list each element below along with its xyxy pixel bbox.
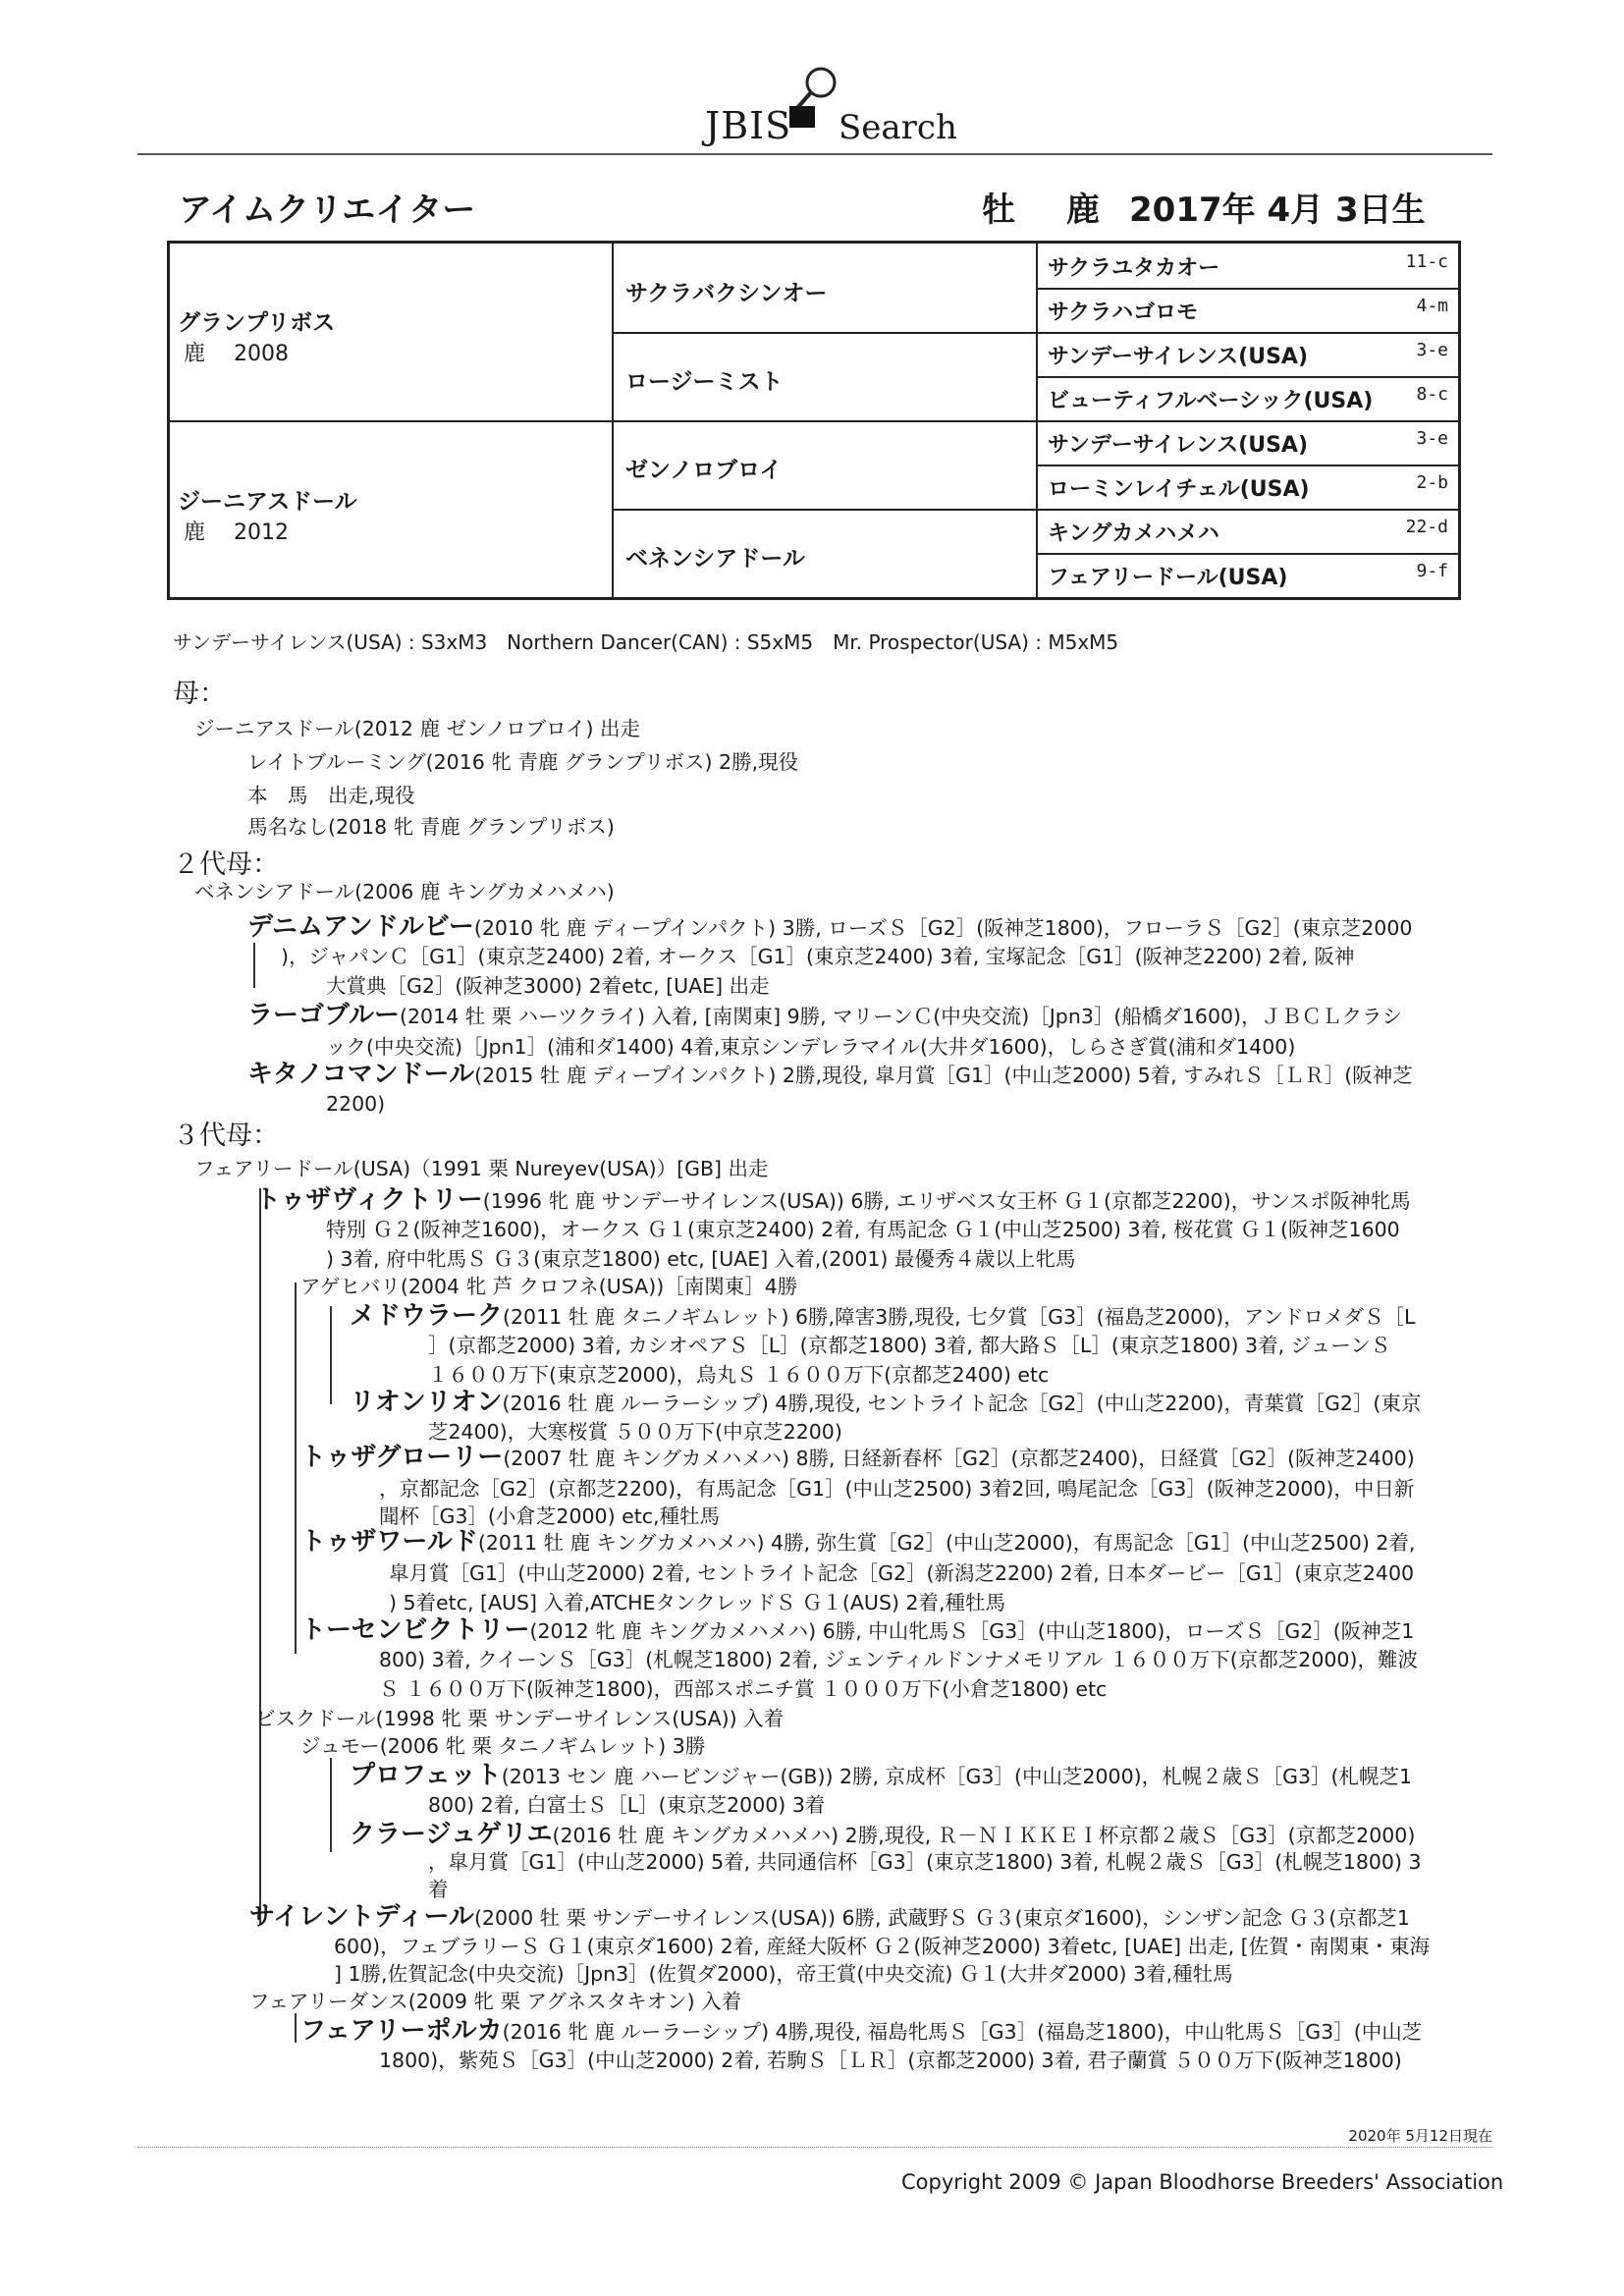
section-g3dam: ３代母： bbox=[173, 1121, 279, 1151]
record-text: 聞杯［G3］(小倉芝2000) etc,種牡馬 bbox=[379, 1504, 721, 1528]
record-line bbox=[334, 1933, 1430, 1961]
record-line bbox=[249, 1988, 741, 2016]
record-text: ック(中央交流)［Jpn1］(浦和ダ1400) 4着,東京シンデレラマイル(大井ダ1600)，しらさぎ賞(浦和ダ1400) bbox=[326, 1035, 1296, 1059]
pedigree-g3-6: ローミンレイチェル(USA) 2-b bbox=[1048, 472, 1448, 502]
record-line bbox=[326, 1245, 1075, 1274]
record-line bbox=[255, 1705, 784, 1733]
record-line bbox=[379, 2047, 1402, 2075]
horse-name-bold: トゥザヴィクトリー bbox=[255, 1185, 483, 1215]
family-bar bbox=[330, 1306, 332, 1404]
footer-rule bbox=[137, 2147, 1492, 2148]
pedigree-dam bbox=[178, 483, 357, 546]
record-line bbox=[334, 1960, 1233, 1989]
logo-jbis-text: JBIS bbox=[705, 104, 792, 147]
record-line bbox=[389, 1559, 1414, 1588]
record-line bbox=[247, 813, 615, 842]
pedigree-g2-4: ベネンシアドール bbox=[625, 546, 805, 572]
record-text: 大賞典［G2］(阪神芝3000) 2着etc, [UAE] 出走 bbox=[326, 974, 770, 998]
record-text: 芝2400)，大寒桜賞 ５００万下(中京芝2200) bbox=[428, 1420, 842, 1444]
record-text: (2016 牡 鹿 キングカメハメハ) 2勝,現役, Ｒ－ＮＩＫＫＥＩ杯京都２歳Ｓ［G3］(京都芝2000) bbox=[552, 1824, 1416, 1847]
record-line bbox=[281, 943, 1354, 971]
record-text: (2015 牡 鹿 ディープインパクト) 2勝,現役, 皐月賞［G1］(中山芝2000) 5着, すみれＳ［ＬＲ］(阪神芝 bbox=[474, 1064, 1413, 1087]
record-line bbox=[350, 1821, 1415, 1850]
record-text: (2011 牡 鹿 タニノギムレット) 6勝,障害3勝,現役, 七夕賞［G3］(福島芝2000)，アンドロメダＳ［L bbox=[503, 1305, 1416, 1329]
record-line bbox=[428, 1876, 449, 1904]
horse-name-bold: サイレントディール bbox=[249, 1902, 474, 1932]
horse-name-bold: フェアリーポルカ bbox=[300, 2016, 503, 2046]
record-line bbox=[428, 1361, 1049, 1390]
pedigree-g2-2: ロージーミスト bbox=[625, 369, 784, 395]
horse-name-bold: ラーゴブルー bbox=[247, 1001, 400, 1030]
horse-birth-date: 2017年 4月 3日生 bbox=[1129, 191, 1426, 230]
header-rule bbox=[137, 153, 1492, 155]
record-text: ］(京都芝2000) 3着, カシオペアＳ［L］(京都芝1800) 3着, 都大路Ｓ［L］(東京芝1800) 3着, ジューンＳ bbox=[428, 1334, 1391, 1357]
as-of-date: 2020年 5月12日現在 bbox=[1348, 2127, 1492, 2145]
horse-name-bold: メドウラーク bbox=[350, 1301, 504, 1331]
record-line bbox=[350, 1302, 1415, 1332]
record-line bbox=[255, 1186, 1411, 1216]
horse-name-bold: トゥザグローリー bbox=[300, 1443, 504, 1472]
record-text: 馬名なし(2018 牝 青鹿 グランプリボス) bbox=[247, 815, 615, 839]
pedigree-g3-1: サクラユタカオー 11-c bbox=[1048, 251, 1448, 281]
record-text: 1800)，紫苑Ｓ［G3］(中山芝2000) 2着, 若駒Ｓ［ＬＲ］(京都芝2000) 3着, 君子蘭賞 ５００万下(阪神芝1800) bbox=[379, 2049, 1402, 2072]
record-line bbox=[194, 1155, 769, 1183]
record-line bbox=[350, 1762, 1412, 1791]
section-g2dam: ２代母： bbox=[173, 849, 279, 880]
record-text: (2011 牡 鹿 キングカメハメハ) 4勝, 弥生賞［G2］(中山芝2000)，有馬記念［G1］(中山芝2500) 2着, bbox=[477, 1531, 1416, 1555]
record-line bbox=[379, 1675, 1107, 1704]
record-text: ジーニアスドール(2012 鹿 ゼンノロブロイ) 出走 bbox=[194, 717, 641, 740]
record-text: １６００万下(東京芝2000)，烏丸Ｓ １６００万下(京都芝2400) etc bbox=[428, 1363, 1050, 1387]
record-line bbox=[326, 1090, 385, 1119]
record-text: 800) 3着, クイーンＳ［G3］(札幌芝1800) 2着, ジェンティルドンナメモリアル １６００万下(京都芝2000)，難波 bbox=[379, 1648, 1418, 1671]
section-dam: 母： bbox=[173, 679, 226, 709]
horse-name-bold: トゥザワールド bbox=[300, 1527, 478, 1557]
record-line bbox=[300, 2017, 1422, 2047]
pedigree-g3-7: キングカメハメハ 22-d bbox=[1048, 517, 1448, 546]
sire-name: グランプリボス bbox=[178, 310, 336, 336]
record-text: ] 1勝,佐賀記念(中央交流)［Jpn3］(佐賀ダ2000)，帝王賞(中央交流) Ｇ１(大井ダ2000) 3着,種牡馬 bbox=[334, 1962, 1233, 1986]
pedigree-g3-5: サンデーサイレンス(USA) 3-e bbox=[1048, 428, 1448, 458]
record-line bbox=[326, 972, 770, 1001]
record-text: 本 馬 出走,現役 bbox=[247, 784, 415, 807]
record-text: 600)，フェブラリーＳ Ｇ１(東京ダ1600) 2着, 産経大阪杯 Ｇ２(阪神芝2000) 3着etc, [UAE] 出走, [佐賀・南関東・東海 bbox=[334, 1935, 1431, 1958]
record-line bbox=[247, 913, 1412, 943]
copyright: Copyright 2009 © Japan Bloodhorse Breeders' Association bbox=[901, 2170, 1504, 2194]
record-text: (2012 牝 鹿 キングカメハメハ) 6勝, 中山牝馬Ｓ［G3］(中山芝1800)，ローズＳ［G2］(阪神芝1 bbox=[529, 1619, 1415, 1643]
sire-info: 鹿 2008 bbox=[184, 342, 289, 366]
pedigree-g3-2: サクラハゴロモ 4-m bbox=[1048, 296, 1448, 325]
record-line bbox=[379, 1475, 1414, 1503]
inbreeding-line: サンデーサイレンス(USA) : S3xM3 Northern Dancer(CAN) : S5xM5 Mr. Prospector(USA) : M5xM5 bbox=[173, 630, 1119, 654]
record-line bbox=[300, 1444, 1415, 1473]
record-line bbox=[300, 1273, 797, 1301]
record-line bbox=[326, 1033, 1295, 1062]
record-line bbox=[379, 1646, 1418, 1674]
record-text: フェアリーダンス(2009 牝 栗 アグネスタキオン) 入着 bbox=[249, 1990, 742, 2013]
record-text: ) 5着etc, [AUS] 入着,ATCHEタンクレッドＳ Ｇ１(AUS) 2着,種牡馬 bbox=[389, 1591, 1006, 1614]
record-text: )，ジャパンＣ［G1］(東京芝2400) 2着, オークス［G1］(東京芝2400) 3着, 宝塚記念［G1］(阪神芝2200) 2着, 阪神 bbox=[281, 945, 1355, 968]
family-bar bbox=[295, 2013, 297, 2043]
pedigree-g3-4: ビューティフルベーシック(USA) 8-c bbox=[1048, 384, 1448, 413]
horse-name-bold: デニムアンドルビー bbox=[247, 912, 474, 942]
family-bar bbox=[295, 1283, 297, 1654]
record-text: (2013 セン 鹿 ハービンジャー(GB)) 2勝, 京成杯［G3］(中山芝2000)，札幌２歳Ｓ［G3］(札幌芝1 bbox=[501, 1765, 1413, 1788]
record-line bbox=[247, 782, 415, 810]
record-line bbox=[249, 1903, 1410, 1933]
record-text: 特別 Ｇ２(阪神芝1600)，オークス Ｇ１(東京芝2400) 2着, 有馬記念 Ｇ１(中山芝2500) 3着, 桜花賞 Ｇ１(阪神芝1600 bbox=[326, 1218, 1400, 1241]
dam-info: 鹿 2012 bbox=[184, 520, 289, 545]
record-text: ，京都記念［G2］(京都芝2200)，有馬記念［G1］(中山芝2500) 3着2回, 鳴尾記念［G3］(阪神芝2000)，中日新 bbox=[379, 1477, 1415, 1501]
record-line bbox=[300, 1616, 1414, 1646]
record-text: 皐月賞［G1］(中山芝2000) 2着, セントライト記念［G2］(新潟芝2200) 2着, 日本ダービー［G1］(東京芝2400 bbox=[389, 1561, 1415, 1585]
pedigree-g2-1: サクラバクシンオー bbox=[625, 281, 828, 306]
record-text: (2014 牡 栗 ハーツクライ) 入着, [南関東] 9勝, マリーンＣ(中央交流)［Jpn3］(船橋ダ1600)，ＪＢＣＬクラシ bbox=[399, 1005, 1403, 1028]
logo-search-text: Search bbox=[839, 108, 957, 147]
record-line bbox=[389, 1589, 1005, 1617]
horse-name-bold: キタノコマンドール bbox=[247, 1060, 475, 1089]
record-text: Ｓ １６００万下(阪神芝1800)，西部スポニチ賞 １０００万下(小倉芝1800) etc bbox=[379, 1677, 1108, 1701]
record-text: 着 bbox=[428, 1878, 449, 1901]
record-text: (2000 牡 栗 サンデーサイレンス(USA)) 6勝, 武蔵野Ｓ Ｇ３(東京ダ1600)，シンザン記念 Ｇ３(京都芝1 bbox=[473, 1906, 1410, 1930]
record-line bbox=[194, 878, 615, 906]
pedigree-g2-3: ゼンノロブロイ bbox=[625, 458, 783, 483]
record-line bbox=[350, 1389, 1421, 1418]
family-bar bbox=[253, 943, 255, 988]
record-line bbox=[428, 1848, 1422, 1877]
record-text: アゲヒバリ(2004 牝 芦 クロフネ(USA))［南関東］4勝 bbox=[300, 1275, 798, 1298]
record-text: (2016 牝 鹿 ルーラーシップ) 4勝,現役, 福島牝馬Ｓ［G3］(福島芝1800)，中山牝馬Ｓ［G3］(中山芝 bbox=[502, 2020, 1423, 2044]
jbis-search-logo bbox=[705, 61, 960, 149]
record-line bbox=[428, 1791, 825, 1820]
record-text: フェアリードール(USA)（1991 栗 Nureyev(USA)）[GB] 出走 bbox=[194, 1157, 769, 1180]
record-text: 800) 2着, 白富士Ｓ［L］(東京芝2000) 3着 bbox=[428, 1793, 826, 1817]
horse-name: アイムクリエイター bbox=[179, 191, 476, 230]
pedigree-g3-3: サンデーサイレンス(USA) 3-e bbox=[1048, 340, 1448, 369]
family-bar bbox=[259, 1188, 261, 1925]
pedigree-g3-8: フェアリードール(USA) 9-f bbox=[1048, 561, 1448, 590]
record-line bbox=[326, 1216, 1400, 1244]
record-text: レイトブルーミング(2016 牝 青鹿 グランプリボス) 2勝,現役 bbox=[247, 750, 799, 774]
record-line bbox=[428, 1332, 1390, 1360]
horse-name-bold: トーセンビクトリー bbox=[300, 1615, 530, 1645]
pedigree-sire bbox=[178, 304, 335, 367]
record-text: ビスクドール(1998 牝 栗 サンデーサイレンス(USA)) 入着 bbox=[255, 1707, 785, 1730]
record-text: 2200) bbox=[326, 1092, 386, 1116]
record-text: ) 3着, 府中牝馬Ｓ Ｇ３(東京芝1800) etc, [UAE] 入着,(2001) 最優秀４歳以上牝馬 bbox=[326, 1247, 1076, 1271]
record-text: (1996 牝 鹿 サンデーサイレンス(USA)) 6勝, エリザベス女王杯 Ｇ１(京都芝2200)，サンスポ阪神牝馬 bbox=[482, 1189, 1411, 1213]
record-line bbox=[247, 1002, 1402, 1031]
record-line bbox=[247, 1061, 1413, 1090]
record-line bbox=[300, 1528, 1415, 1558]
record-text: ジュモー(2006 牝 栗 タニノギムレット) 3勝 bbox=[300, 1734, 706, 1758]
record-line bbox=[194, 715, 640, 743]
horse-name-bold: クラージュゲリエ bbox=[350, 1820, 553, 1849]
horse-sex-color: 牡 鹿 bbox=[982, 191, 1119, 230]
record-text: (2007 牡 鹿 キングカメハメハ) 8勝, 日経新春杯［G2］(京都芝2400)，日経賞［G2］(阪神芝2400) bbox=[503, 1447, 1415, 1470]
pedigree-table bbox=[167, 241, 1461, 600]
record-text: ベネンシアドール(2006 鹿 キングカメハメハ) bbox=[194, 880, 615, 903]
record-text: (2010 牝 鹿 ディープインパクト) 3勝, ローズＳ［G2］(阪神芝1800)，フローラＳ［G2］(東京芝2000 bbox=[473, 916, 1413, 940]
dam-name: ジーニアスドール bbox=[178, 489, 357, 515]
record-line bbox=[247, 748, 798, 777]
record-text: ，皐月賞［G1］(中山芝2000) 5着, 共同通信杯［G3］(東京芝1800) 3着, 札幌２歳Ｓ［G3］(札幌芝1800) 3 bbox=[428, 1850, 1422, 1874]
horse-name-bold: プロフェット bbox=[350, 1761, 502, 1790]
family-bar bbox=[330, 1758, 332, 1852]
horse-name-bold: リオンリオン bbox=[350, 1388, 503, 1417]
record-line bbox=[300, 1732, 705, 1761]
record-text: (2016 牡 鹿 ルーラーシップ) 4勝,現役, セントライト記念［G2］(中山芝2200)，青葉賞［G2］(東京 bbox=[502, 1392, 1422, 1415]
